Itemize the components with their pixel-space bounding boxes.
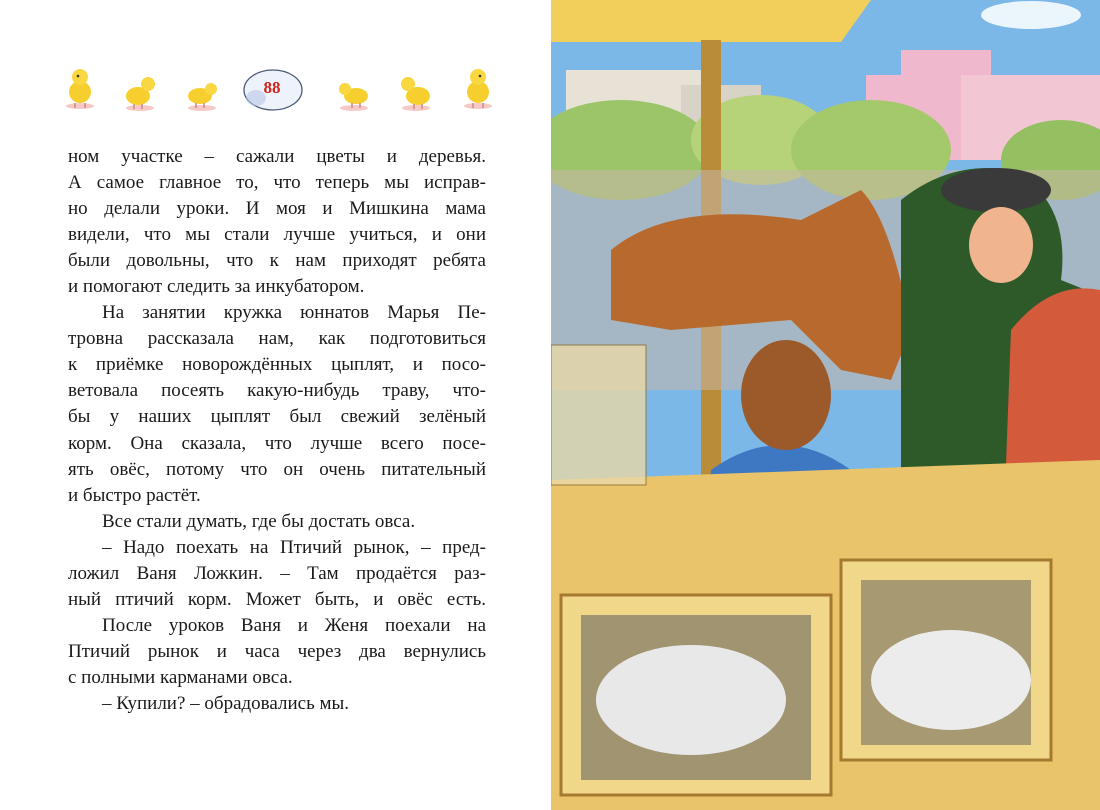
rabbit <box>871 630 1031 730</box>
boy-head <box>741 340 831 450</box>
text-line: На занятии кружка юннатов Марья Пе- <box>102 302 486 324</box>
text-line: но делали уроки. И моя и Мишкина мама <box>68 198 486 220</box>
page-header <box>60 62 500 118</box>
text-line: ный птичий корм. Может быть, и овёс есть. <box>68 588 486 610</box>
text-line: А самое главное то, что теперь мы исправ- <box>68 172 486 194</box>
text-line: к приёмке новорождённых цыплят, и посо- <box>68 354 486 376</box>
chick-icon <box>398 74 434 114</box>
chick-icon <box>336 78 372 114</box>
cloud <box>981 1 1081 29</box>
text-line: и помогают следить за инкубатором. <box>68 276 365 298</box>
text-line: корм. Она сказала, что лучше всего посе- <box>68 432 486 454</box>
canopy <box>551 0 871 42</box>
body-text <box>68 144 486 717</box>
text-line: ном участке – сажали цветы и деревья. <box>68 146 486 167</box>
cap <box>941 168 1051 212</box>
text-line: видели, что мы стали лучше учиться, и они <box>68 224 486 246</box>
text-line: Все стали думать, где бы достать овса. <box>102 510 416 532</box>
face <box>969 207 1033 283</box>
text-line: Птичий рынок и часа через два вернулись <box>68 640 486 662</box>
text-line: были довольны, что к нам приходят ребята <box>68 250 486 272</box>
text-line: бы у наших цыплят был свежий зелёный <box>68 406 486 428</box>
text-line: с полными карманами овса. <box>68 666 293 688</box>
text-line: ять овёс, потому что он очень питательный <box>68 458 486 480</box>
text-line: ветовала посеять какую-нибудь траву, что- <box>68 380 486 402</box>
text-line: тровна рассказала нам, как подготовиться <box>68 328 486 350</box>
chick-icon <box>460 66 496 114</box>
chick-icon <box>184 78 220 114</box>
chick-icon <box>122 74 158 114</box>
rabbit <box>596 645 786 755</box>
text-line: – Купили? – обрадовались мы. <box>102 692 350 714</box>
text-line: После уроков Ваня и Женя поехали на <box>102 614 486 636</box>
page-number: 88 <box>263 78 281 97</box>
market-illustration <box>551 0 1100 810</box>
text-line: – Надо поехать на Птичий рынок, – пред- <box>102 536 486 558</box>
chick-icon <box>62 66 98 114</box>
text-line: и быстро растёт. <box>68 484 201 506</box>
text-line: ложил Ваня Ложкин. – Там продаётся раз- <box>68 562 486 584</box>
